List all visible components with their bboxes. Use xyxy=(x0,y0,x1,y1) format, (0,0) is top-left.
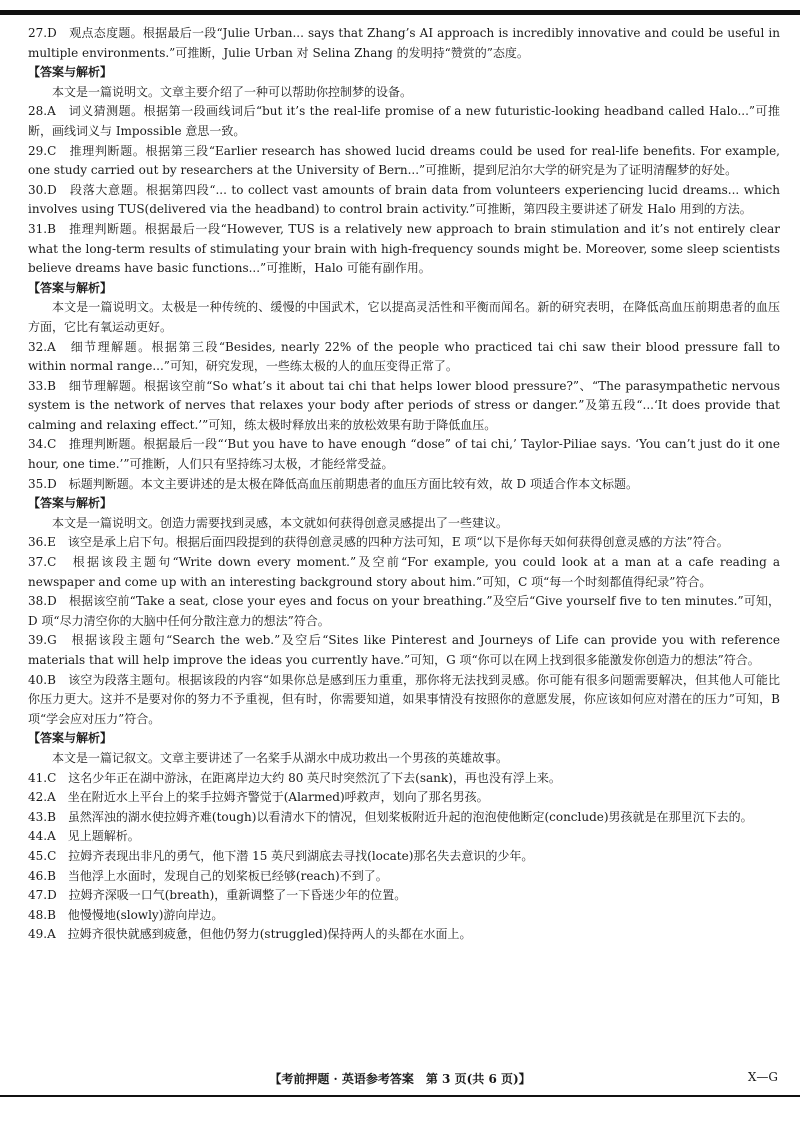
answer-item: 30.D 段落大意题。根据第四段“... to collect vast amounts of brain data from volunteers experiencing lucid dreams... which involves using TUS(delivered via the headband) to control brain activity.”可推断，第四段主要讲述了研发 Halo 用到的方法。 xyxy=(28,182,780,217)
section-header: 【答案与解析】 xyxy=(28,731,113,746)
section-header: 【答案与解析】 xyxy=(28,496,113,511)
passage-intro: 本文是一篇说明文。太极是一种传统的、缓慢的中国武术，它以提高灵活性和平衡而闻名。新的研究表明，在降低高血压前期患者的血压方面，它比有氧运动更好。 xyxy=(28,300,780,334)
answer-item: 41.C 这名少年正在湖中游泳，在距离岸边大约 80 英尺时突然沉了下去(sank)，再也没有浮上来。 xyxy=(28,770,561,785)
answer-item: 44.A 见上题解析。 xyxy=(28,829,140,844)
footer-rule xyxy=(0,1095,800,1097)
answer-item: 29.C 推理判断题。根据第三段“Earlier research has showed lucid dreams could be used for real-life benefits. For example, one study carried out by researchers at the University of Bern...”可推断，提到尼泊尔大学的研究是为了证明清醒梦的好处。 xyxy=(28,143,780,178)
footer-title: 【考前押题 · 英语参考答案 第 3 页(共 6 页)】 xyxy=(269,1072,531,1086)
answer-item: 36.E 该空是承上启下句。根据后面四段提到的获得创意灵感的四种方法可知，E 项“以下是你每天如何获得创意灵感的方法”符合。 xyxy=(28,535,729,550)
page-footer xyxy=(0,1070,800,1090)
answer-item: 35.D 标题判断题。本文主要讲述的是太极在降低高血压前期患者的血压方面比较有效，故 D 项适合作本文标题。 xyxy=(28,476,638,491)
section-header: 【答案与解析】 xyxy=(28,65,113,80)
answer-content xyxy=(28,24,780,945)
footer-code: X—G xyxy=(747,1070,778,1084)
top-rule xyxy=(0,10,800,15)
answer-item: 38.D 根据该空前“Take a seat, close your eyes and focus on your breathing.”及空后“Give yourself five to ten minutes.”可知，D 项“尽力清空你的大脑中任何分散注意力的想法”符合。 xyxy=(28,594,780,628)
answer-item: 46.B 当他浮上水面时，发现自己的划桨板已经够(reach)不到了。 xyxy=(28,868,388,883)
passage-intro: 本文是一篇说明文。文章主要介绍了一种可以帮助你控制梦的设备。 xyxy=(52,84,413,99)
answer-item: 43.B 虽然浑浊的湖水使拉姆齐难(tough)以看清水下的情况，但划桨板附近升起的泡泡使他断定(conclude)男孩就是在那里沉下去的。 xyxy=(28,809,753,824)
answer-item: 40.B 该空为段落主题句。根据该段的内容“如果你总是感到压力重重，那你将无法找到灵感。你可能有很多问题需要解决，但其他人可能比你压力更大。这并不是要对你的努力不予重视，但有时，你需要知道，如果事情没有按照你的意愿发展，你应该如何应对潜在的压力”可知，B 项“学会应对压力”符合。 xyxy=(28,672,780,726)
answer-item: 27.D 观点态度题。根据最后一段“Julie Urban... says that Zhang’s AI approach is incredibly innovative and could be useful in multiple environments.”可推断，Julie Urban 对 Selina Zhang 的发明持“赞赏的”态度。 xyxy=(28,26,780,60)
answer-item: 48.B 他慢慢地(slowly)游向岸边。 xyxy=(28,907,224,922)
answer-item: 49.A 拉姆齐很快就感到疲惫，但他仍努力(struggled)保持两人的头都在水面上。 xyxy=(28,927,472,942)
answer-item: 37.C 根据该段主题句“Write down every moment.”及空前“For example, you could look at a man at a cafe reading a newspaper and come up with an interesting background story about him.”可知，C 项“每一个时刻都值得纪录”符合。 xyxy=(28,555,780,589)
passage-intro: 本文是一篇说明文。创造力需要找到灵感，本文就如何获得创意灵感提出了一些建议。 xyxy=(52,515,509,530)
answer-item: 33.B 细节理解题。根据该空前“So what’s it about tai chi that helps lower blood pressure?”、“The parasympathetic nervous system is the network of nerves that relaxes your body after periods of stress or danger.”及第五段“...‘It does provide that calming and relaxing effect.’”可知，练太极时释放出来的放松效果有助于降低血压。 xyxy=(28,378,780,432)
answer-item: 45.C 拉姆齐表现出非凡的勇气，他下潜 15 英尺到湖底去寻找(locate)那名失去意识的少年。 xyxy=(28,848,534,863)
answer-item: 34.C 推理判断题。根据最后一段“‘But you have to have enough “dose” of tai chi,’ Taylor-Piliae says. ‘You can’t just do it one hour, one time.’”可推断，人们只有坚持练习太极，才能经常受益。 xyxy=(28,437,780,472)
answer-item: 32.A 细节理解题。根据第三段“Besides, nearly 22% of the people who practiced tai chi saw their blood pressure fall to within normal range...”可知，研究发现，一些练太极的人的血压变得正常了。 xyxy=(28,339,780,374)
answer-item: 42.A 坐在附近水上平台上的桨手拉姆齐警觉于(Alarmed)呼救声，划向了那名男孩。 xyxy=(28,790,489,805)
answer-item: 47.D 拉姆齐深吸一口气(breath)，重新调整了一下昏迷少年的位置。 xyxy=(28,888,407,903)
section-header: 【答案与解析】 xyxy=(28,280,113,295)
answer-item: 39.G 根据该段主题句“Search the web.”及空后“Sites like Pinterest and Journeys of Life can provide you with reference materials that will help improve the ideas you currently have.”可知，G 项“你可以在网上找到很多能激发你创造力的想法”符合。 xyxy=(28,633,780,667)
passage-intro: 本文是一篇记叙文。文章主要讲述了一名桨手从湖水中成功救出一个男孩的英雄故事。 xyxy=(52,750,509,765)
answer-item: 31.B 推理判断题。根据最后一段“However, TUS is a relatively new approach to brain stimulation and it’s not entirely clear what the long-term results of stimulating your brain with high-frequency sounds might be. Moreover, some sleep scientists believe dreams have basic functions...”可推断，Halo 可能有副作用。 xyxy=(28,221,780,276)
answer-item: 28.A 词义猜测题。根据第一段画线词后“but it’s the real-life promise of a new futuristic-looking headband called Halo...”可推断，画线词义与 Impossible 意思一致。 xyxy=(28,104,780,138)
